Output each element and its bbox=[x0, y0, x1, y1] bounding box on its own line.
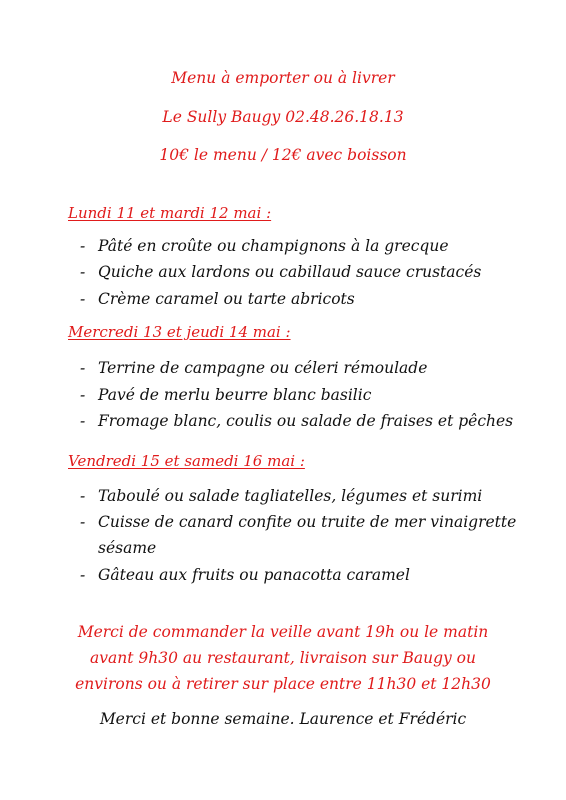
signature: Merci et bonne semaine. Laurence et Frédéric bbox=[99, 710, 467, 728]
order-instructions-line: avant 9h30 au restaurant, livraison sur Baugy ou bbox=[89, 649, 476, 667]
menu-item: - Crème caramel ou tarte abricots bbox=[80, 290, 355, 308]
menu-item: - Quiche aux lardons ou cabillaud sauce crustacés bbox=[80, 263, 482, 281]
menu-price: 10€ le menu / 12€ avec boisson bbox=[159, 146, 407, 164]
order-instructions-line: environs ou à retirer sur place entre 11h30 et 12h30 bbox=[75, 675, 491, 693]
menu-item: - Fromage blanc, coulis ou salade de fraises et pêches bbox=[80, 412, 514, 430]
order-instructions bbox=[0, 619, 566, 697]
menu-item: - Pâté en croûte ou champignons à la grecque bbox=[80, 237, 449, 255]
menu-item: - Gâteau aux fruits ou panacotta caramel bbox=[80, 566, 410, 584]
menu-item: - Pavé de merlu beurre blanc basilic bbox=[80, 386, 372, 404]
day-heading-friday-saturday: Vendredi 15 et samedi 16 mai : bbox=[68, 452, 305, 470]
day-heading-wednesday-thursday: Mercredi 13 et jeudi 14 mai : bbox=[68, 323, 291, 341]
menu-item: - Cuisse de canard confite ou truite de mer vinaigrette bbox=[80, 513, 517, 531]
menu-item: - Taboulé ou salade tagliatelles, légumes et surimi bbox=[80, 487, 483, 505]
menu-title: Menu à emporter ou à livrer bbox=[171, 69, 395, 87]
menu-item: - Terrine de campagne ou céleri rémoulade bbox=[80, 359, 428, 377]
day-heading-monday-tuesday: Lundi 11 et mardi 12 mai : bbox=[68, 204, 272, 222]
restaurant-name-phone: Le Sully Baugy 02.48.26.18.13 bbox=[162, 108, 404, 126]
menu-item-continuation: sésame bbox=[98, 539, 157, 557]
order-instructions-line: Merci de commander la veille avant 19h ou le matin bbox=[77, 623, 489, 641]
